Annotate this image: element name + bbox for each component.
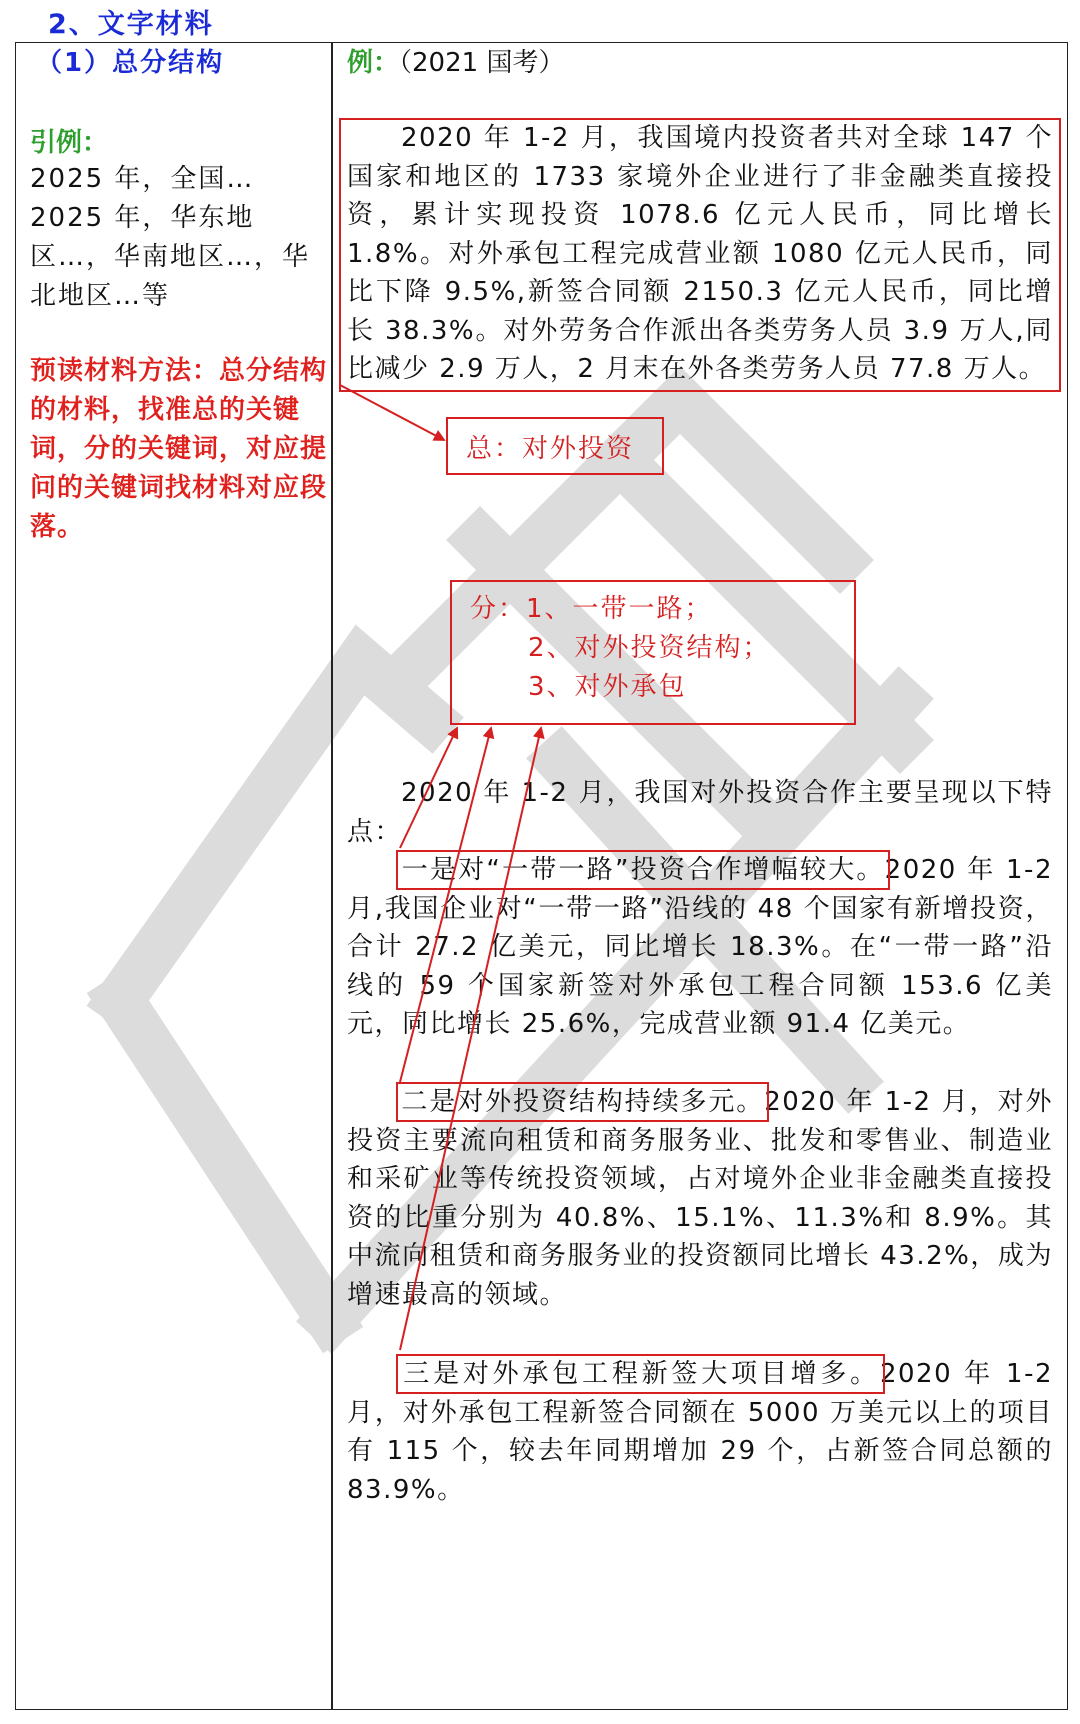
fen-line-1: 分：1、一带一路； — [470, 594, 713, 624]
subtitle-structure: （1）总分结构 — [36, 48, 225, 78]
intro-example-text: 2025 年，全国… 2025 年，华东地区…，华南地区…，华北地区…等 — [30, 164, 311, 311]
paragraph-point-2-text: 2020 年 1-2 月，对外投资主要流向租赁和商务服务业、批发和零售业、制造业和采矿业等传统投资领域，占对境外企业非金融类直接投资的比重分别为 40.8%、15.1%、11.3%和 8.9%。其中流向租赁和商务服务业的投资额同比增长 43.2%，成为增速最高的领域。 — [347, 1087, 1053, 1310]
overview-highlight-box — [339, 118, 1061, 392]
column-divider — [331, 42, 333, 1710]
key-sentence-1: 一是对“一带一路”投资合作增幅较大。 — [401, 855, 885, 885]
intro-example-label: 引例： — [30, 128, 109, 158]
key-sentence-3: 三是对外承包工程新签大项目增多。 — [401, 1359, 880, 1389]
paragraph-point-3 — [347, 1355, 1053, 1509]
reading-method: 预读材料方法：总分结构的材料，找准总的关键词，分的关键词，对应提问的关键词找材料对应段落。 — [30, 356, 328, 542]
paragraph-point-2 — [347, 1083, 1053, 1314]
example-source: （2021 国考） — [399, 48, 565, 78]
paragraph-point-1 — [347, 851, 1053, 1044]
fen-annotation — [470, 590, 771, 707]
paragraph-intro-text: 2020 年 1-2 月，我国对外投资合作主要呈现以下特点： — [347, 778, 1053, 847]
example-label: 例： — [347, 48, 400, 78]
fen-line-2: 2、对外投资结构； — [528, 633, 771, 663]
key-sentence-2: 二是对外投资结构持续多元。 — [401, 1087, 765, 1117]
paragraph-overview-text: 2020 年 1-2 月，我国境内投资者共对全球 147 个国家和地区的 1733 家境外企业进行了非金融类直接投资，累计实现投资 1078.6 亿元人民币，同比增长 1.8%。对外承包工程完成营业额 1080 亿元人民币，同比下降 9.5%,新签合同额 2150.3 亿元人民币，同比增长 38.3%。对外劳务合作派出各类劳务人员 3.9 万人,同比减少 2.9 万人，2 月末在外各类劳务人员 77.8 万人。 — [347, 123, 1053, 384]
section-title: 2、文字材料 — [48, 9, 214, 40]
paragraph-point-1-text: 2020 年 1-2 月,我国企业对“一带一路”沿线的 48 个国家有新增投资，合计 27.2 亿美元，同比增长 18.3%。在“一带一路”沿线的 59 个国家新签对外承包工程合同额 153.6 亿美元，同比增长 25.6%，完成营业额 91.4 亿美元。 — [347, 855, 1053, 1039]
example-heading — [347, 42, 564, 79]
paragraph-intro — [347, 774, 1053, 851]
fen-line-3: 3、对外承包 — [528, 672, 687, 702]
paragraph-point-3-text: 2020 年 1-2 月，对外承包工程新签合同额在 5000 万美元以上的项目有 115 个，较去年同期增加 29 个，占新签合同总额的 83.9%。 — [347, 1359, 1053, 1505]
zong-annotation: 总：对外投资 — [466, 434, 635, 464]
